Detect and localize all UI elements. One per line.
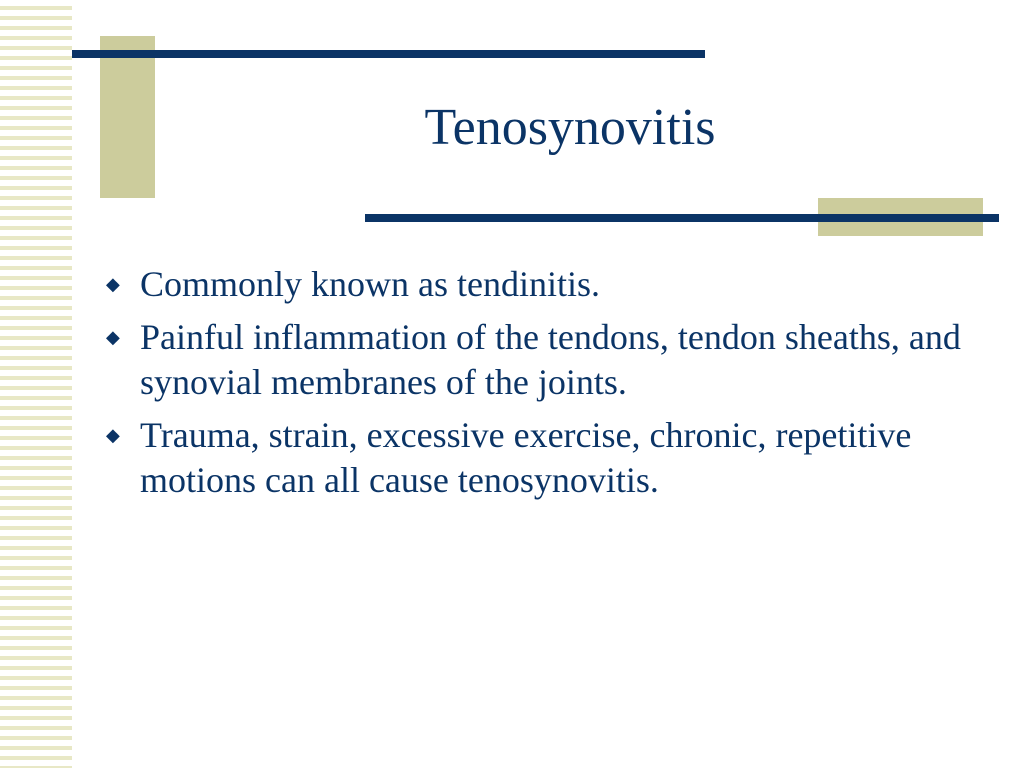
decorative-rule-bottom [365, 214, 999, 222]
bullet-item [104, 262, 964, 307]
diamond-icon: ◆ [106, 327, 120, 347]
diamond-icon: ◆ [106, 274, 120, 294]
decorative-tan-block-top [100, 36, 155, 198]
slide-title: Tenosynovitis [424, 99, 716, 156]
bullet-text: Trauma, strain, excessive exercise, chronic, repetitive motions can all cause tenosynovitis. [140, 415, 912, 500]
bullet-list [104, 262, 964, 511]
bullet-text: Painful inflammation of the tendons, tendon sheaths, and synovial membranes of the joints. [140, 317, 961, 402]
bullet-item [104, 315, 964, 405]
bullet-item [104, 413, 964, 503]
bullet-text: Commonly known as tendinitis. [140, 264, 601, 304]
decorative-rule-top [72, 50, 705, 58]
diamond-icon: ◆ [106, 425, 120, 445]
decorative-stripes [0, 0, 72, 768]
